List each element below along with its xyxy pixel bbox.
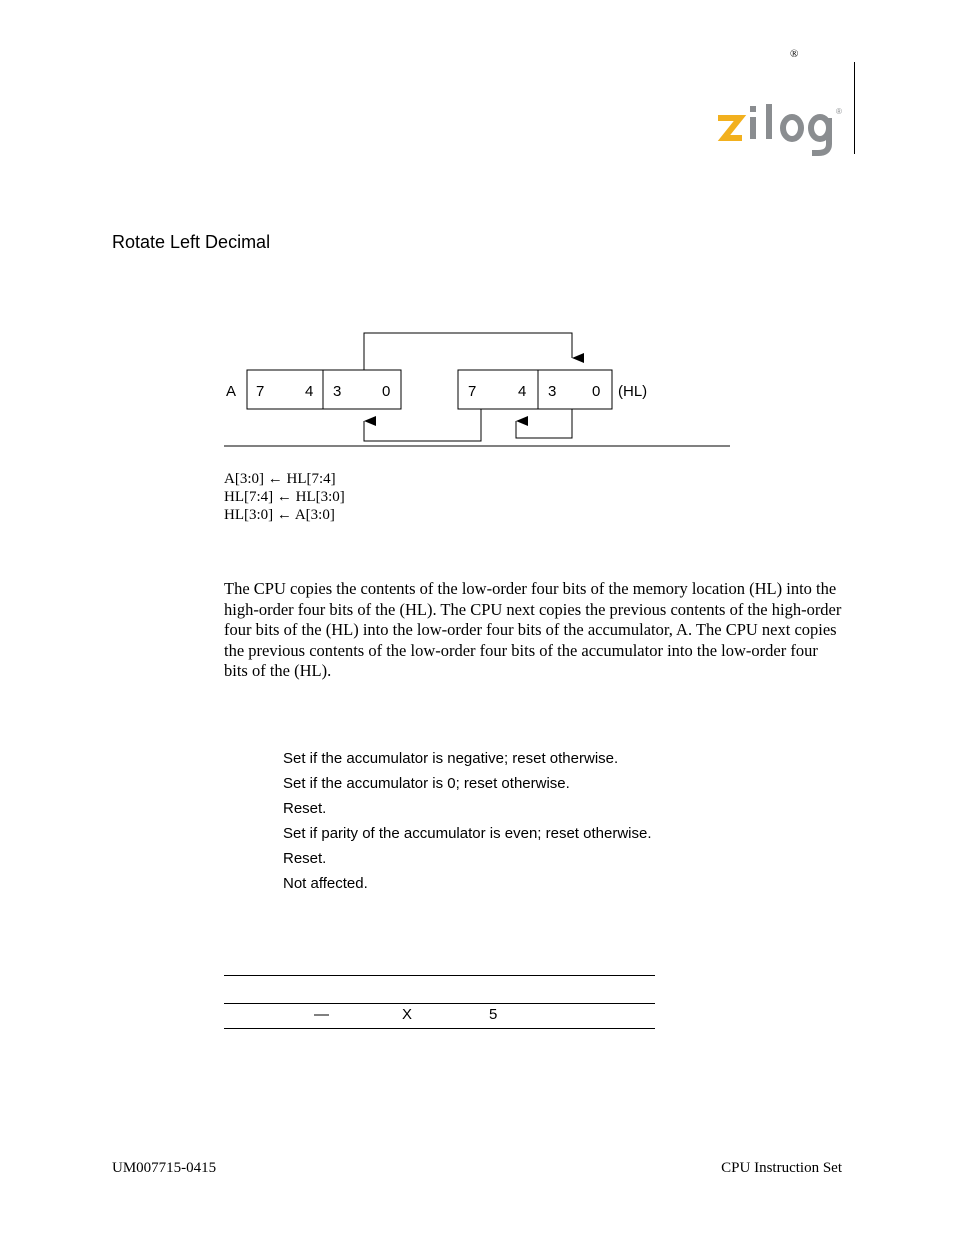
reg-hl-bit-7: 7 — [468, 383, 477, 400]
reg-hl-bit-4: 4 — [518, 383, 527, 400]
table-header-row — [224, 976, 655, 1003]
zilog-logo — [712, 100, 852, 160]
flag-description: Set if the accumulator is negative; reset otherwise. — [283, 750, 619, 767]
rld-diagram — [220, 325, 740, 455]
footer-section: CPU Instruction Set — [721, 1160, 842, 1176]
arrow-hl-high-to-a-low — [364, 409, 481, 441]
reg-a-label: A — [226, 383, 237, 400]
section-title: Rotate Left Decimal — [112, 232, 271, 252]
footer-doc-id: UM007715-0415 — [112, 1160, 217, 1176]
operation-line: HL[3:0] ← A[3:0] — [224, 507, 335, 523]
flag-description: Not affected. — [283, 875, 368, 892]
registered-mark: ® — [790, 48, 799, 60]
reg-hl-label: (HL) — [618, 383, 648, 400]
logo-l-stem — [766, 104, 772, 139]
table-bottom-rule — [224, 1028, 655, 1029]
reg-hl-bit-0: 0 — [592, 383, 601, 400]
instruction-table — [224, 975, 655, 1029]
table-row — [224, 1004, 655, 1028]
reg-a-bit-4: 4 — [305, 383, 314, 400]
reg-a-bit-3: 3 — [333, 383, 342, 400]
arrow-a-low-to-hl-low — [364, 333, 572, 370]
reg-a-bit-0: 0 — [382, 383, 391, 400]
operation-line: HL[7:4] ← HL[3:0] — [224, 489, 345, 505]
operation-block — [224, 470, 345, 524]
table-cell: 5 — [489, 1006, 498, 1023]
logo-i-dot — [750, 106, 756, 112]
reg-a-bit-7: 7 — [256, 383, 265, 400]
logo-o-glyph — [783, 117, 801, 139]
table-cell: — — [314, 1006, 329, 1023]
logo-registered: ® — [836, 107, 842, 116]
arrow-hl-low-to-hl-high — [516, 409, 572, 438]
flag-description: Reset. — [283, 850, 327, 867]
flag-description: Set if parity of the accumulator is even; reset otherwise. — [283, 825, 652, 842]
description-paragraph: The CPU copies the contents of the low-order four bits of the memory location (HL) into the high-order four bits of the (HL). The CPU next copies the previous contents of the high-order four bits of the (HL) into the low-order four bits of the accumulator, A. The CPU next copies the previous contents of the low-order four bits of the accumulator into the low-order four bits of the (HL). — [224, 579, 842, 680]
table-cell: X — [402, 1006, 413, 1023]
flag-description: Set if the accumulator is 0; reset otherwise. — [283, 775, 570, 792]
logo-z-glyph — [718, 118, 742, 138]
flags-list — [283, 748, 652, 898]
reg-hl-bit-3: 3 — [548, 383, 557, 400]
operation-line: A[3:0] ← HL[7:4] — [224, 471, 336, 487]
header-vertical-rule — [854, 62, 855, 154]
flag-description: Reset. — [283, 800, 327, 817]
logo-i-stem — [750, 117, 756, 139]
